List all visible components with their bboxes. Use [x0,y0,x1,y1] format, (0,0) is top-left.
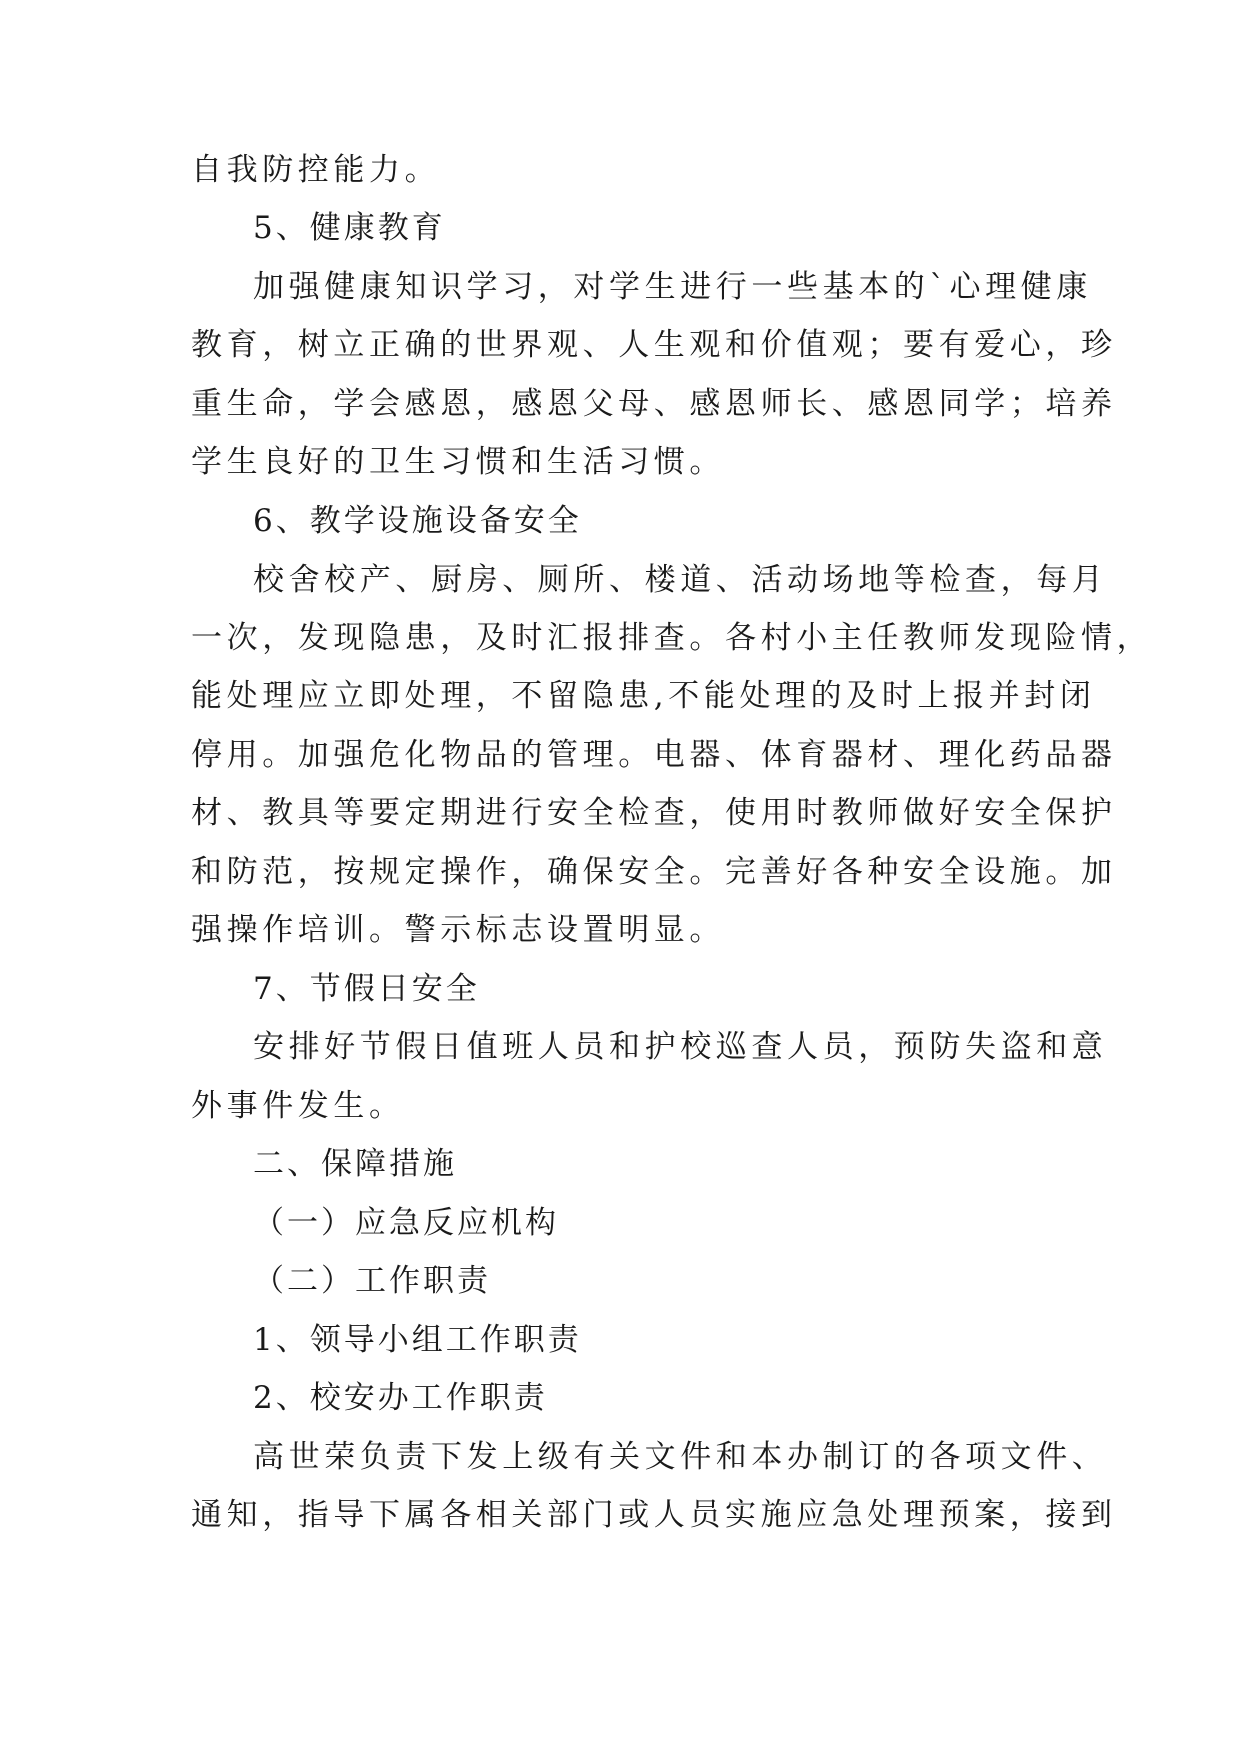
subsection-heading: （一）应急反应机构 [253,1205,559,1241]
section-heading: 5、健康教育 [253,210,446,246]
subsection-heading: （二）工作职责 [253,1263,491,1299]
body-text-line: 教育，树立正确的世界观、人生观和价值观；要有爱心，珍 [191,327,1117,363]
body-text-line: 强操作培训。警示标志设置明显。 [191,912,725,948]
paragraph-first-line: 加强健康知识学习，对学生进行一些基本的`心理健康 [253,269,1092,305]
item-heading: 1、领导小组工作职责 [253,1322,582,1358]
body-text-line: 能处理应立即处理，不留隐患,不能处理的及时上报并封闭 [191,678,1096,714]
section-heading: 二、保障措施 [253,1146,457,1182]
paragraph-first-line: 安排好节假日值班人员和护校巡查人员，预防失盗和意 [253,1029,1108,1065]
item-heading: 2、校安办工作职责 [253,1380,548,1416]
body-text-line: 和防范，按规定操作，确保安全。完善好各种安全设施。加 [191,854,1117,890]
section-heading: 6、教学设施设备安全 [253,503,582,539]
body-text-line: 学生良好的卫生习惯和生活习惯。 [191,444,725,480]
body-text-line: 一次，发现隐患，及时汇报排查。各村小主任教师发现险情， [191,620,1153,656]
body-text-line: 通知，指导下属各相关部门或人员实施应急处理预案，接到 [191,1497,1117,1533]
body-text-line: 外事件发生。 [191,1088,405,1124]
body-text-line: 停用。加强危化物品的管理。电器、体育器材、理化药品器 [191,737,1117,773]
paragraph-first-line: 高世荣负责下发上级有关文件和本办制订的各项文件、 [253,1439,1108,1475]
body-text-line: 材、教具等要定期进行安全检查，使用时教师做好安全保护 [191,795,1117,831]
body-text-line: 自我防控能力。 [191,152,441,188]
body-text-line: 重生命，学会感恩，感恩父母、感恩师长、感恩同学；培养 [191,386,1117,422]
section-heading: 7、节假日安全 [253,971,480,1007]
paragraph-first-line: 校舍校产、厨房、厕所、楼道、活动场地等检查，每月 [253,562,1108,598]
